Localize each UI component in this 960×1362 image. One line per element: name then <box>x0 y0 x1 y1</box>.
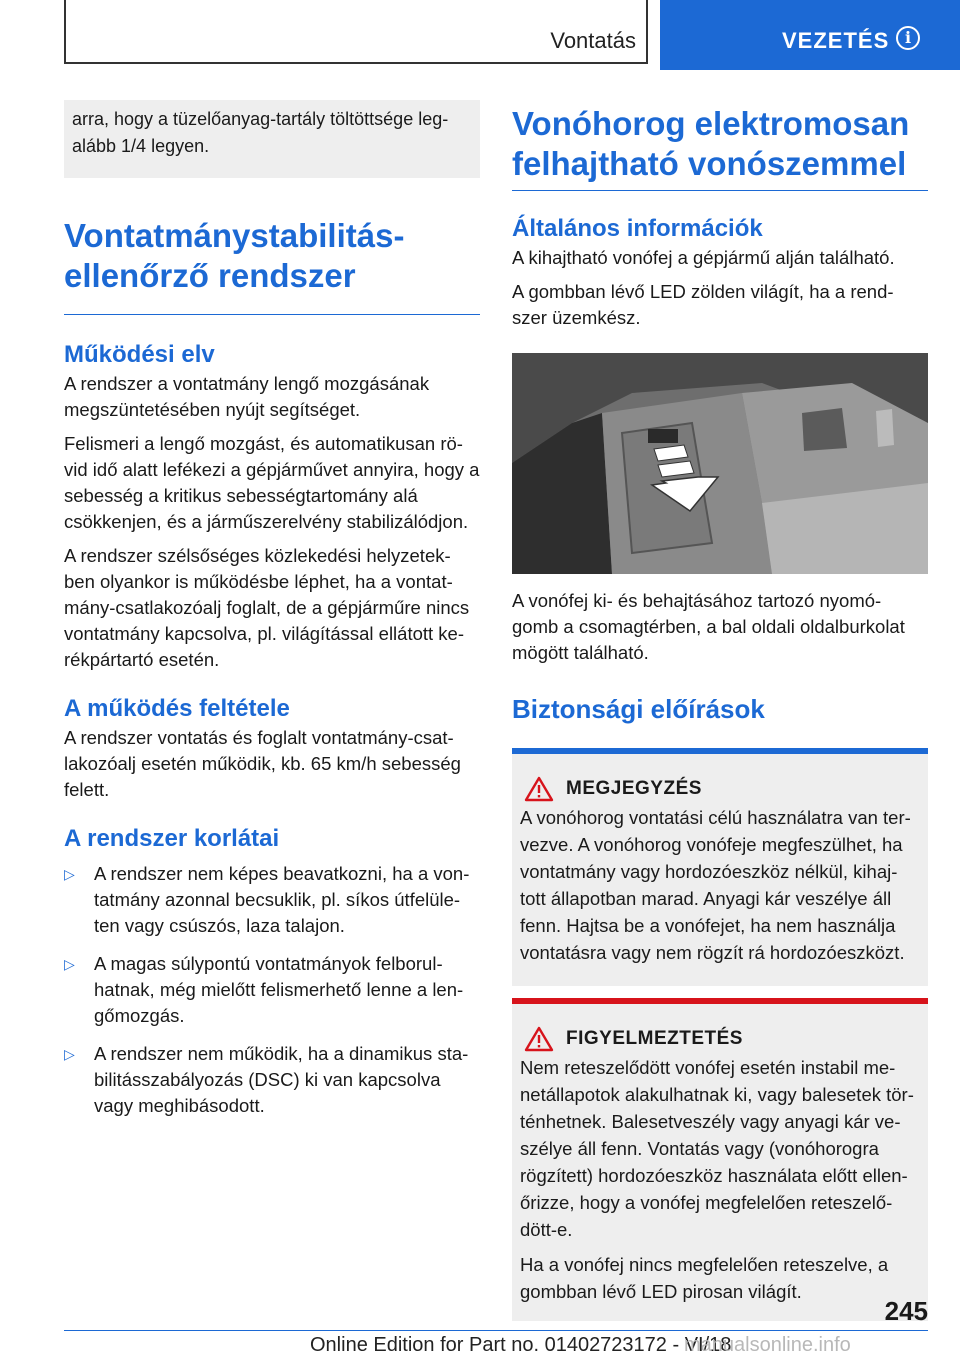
list-item <box>64 861 480 939</box>
paragraph: A vonófej ki- és behajtásához tartozó nyomó‐ gomb a csomagtérben, a bal oldali oldalburkolat mögött található. <box>512 590 905 663</box>
paragraph: Felismeri a lengő mozgást, és automatikusan rö‐ vid idő alatt lefékezi a gépjárművet annyira, hogy a sebesség a kritikus sebességtartomány alá csökkenjen, és a járműszerelvény stabilizálódjon. <box>64 433 480 532</box>
watermark: manualsonline.info <box>684 1334 851 1356</box>
warning-label: FIGYELMEZTETÉS <box>566 1028 743 1049</box>
warning-text: Ha a vonófej nincs megfelelően reteszelve, a gombban lévő LED pirosan világít. <box>520 1254 889 1302</box>
list-item <box>64 951 480 1029</box>
warning-text: Nem reteszelődött vonófej esetén instabil me‐ netállapotok alakulhatnak ki, vagy balesetek tör‐ ténhetnek. Balesetveszély vagy anyagi kár ve‐ szélye áll fenn. Vontatás vagy (vonóhorogra rögzített) hordozóeszköz használata előtt ellen‐ őrizze, hogy a vonófej megfelelően reteszelő‐ dött-e. <box>520 1057 914 1240</box>
left-column <box>64 100 480 1131</box>
paragraph: A rendszer vontatás és foglalt vontatmány-csat‐ lakozóalj esetén működik, kb. 65 km/h sebesség felett. <box>64 727 461 800</box>
subheading-general-info: Általános információk <box>512 215 763 242</box>
triangle-bullet-icon: ▷ <box>64 1046 75 1062</box>
paragraph: A gombban lévő LED zölden világít, ha a rend‐ szer üzemkész. <box>512 281 894 328</box>
notice-box <box>512 748 928 986</box>
subheading-system-limits: A rendszer korlátai <box>64 825 280 852</box>
notice-header <box>520 776 920 802</box>
header-title: Vontatás <box>550 28 636 53</box>
section-heading-tow-hitch: Vonóhorog elektromosan felhajtható vonószemmel <box>512 104 928 191</box>
right-column <box>512 100 928 1321</box>
paragraph: A rendszer szélsőséges közlekedési helyzetek‐ ben olyankor is működésbe léphet, ha a vontat‐ mány-csatlakozóalj foglalt, de a gépjárműre nincs vontatmány kapcsolva, pl. világítással ellátott ke‐ rékpártartó esetén. <box>64 545 470 670</box>
section-heading-trailer-stability: Vontatmánystabilitás- ellenőrző rendszer <box>64 216 480 315</box>
list-item-text: A rendszer nem működik, ha a dinamikus sta‐ bilitásszabályozás (DSC) ki van kapcsolva vagy meghibásodott. <box>94 1043 469 1116</box>
warning-header <box>520 1026 920 1052</box>
paragraph: A rendszer a vontatmány lengő mozgásának megszüntetésében nyújt segítséget. <box>64 373 430 420</box>
notice-label: MEGJEGYZÉS <box>566 778 702 799</box>
limits-list <box>64 861 480 1119</box>
footer-divider <box>64 1330 928 1331</box>
luggage-compartment-photo <box>512 353 928 574</box>
info-icon[interactable]: i <box>896 26 920 50</box>
list-item-text: A rendszer nem képes beavatkozni, ha a von‐ tatmány azonnal becsuklik, pl. síkos útfelüle‐ ten vagy csúszós, laza talajon. <box>94 863 470 936</box>
edition-text: Online Edition for Part no. 01402723172 - VI/18 <box>310 1334 732 1356</box>
section-label: VEZETÉS <box>782 28 890 53</box>
triangle-bullet-icon: ▷ <box>64 956 75 972</box>
continued-note <box>64 100 480 178</box>
subheading-operating-principle: Működési elv <box>64 341 215 368</box>
page-number: 245 <box>884 1296 928 1326</box>
triangle-bullet-icon: ▷ <box>64 866 75 882</box>
section-tab <box>660 0 960 70</box>
warning-box <box>512 998 928 1321</box>
notice-text: A vonóhorog vontatási célú használatra van ter‐ vezve. A vonóhorog vonófeje megfeszülhet, ha vontatmány vagy hordozóeszköz nélkül, kihaj‐ tott állapotban marad. Anyagi kár veszélye áll fenn. Hajtsa be a vonófejet, ha nem használja vontatásra vagy nem rögzít rá hordozóeszközt. <box>520 807 911 963</box>
subheading-safety: Biztonsági előírások <box>512 694 765 724</box>
warning-triangle-icon <box>524 1026 554 1052</box>
subheading-operating-condition: A működés feltétele <box>64 695 290 722</box>
paragraph: A kihajtható vonófej a gépjármű alján található. <box>512 247 895 268</box>
list-item-text: A magas súlypontú vontatmányok felborul‐ hatnak, még mielőtt felismerhető lenne a len‐ gőmozgás. <box>94 953 464 1026</box>
header-title-box <box>64 0 648 64</box>
list-item <box>64 1041 480 1119</box>
continued-note-text: arra, hogy a tüzelőanyag-tartály töltöttsége leg‐ alább 1/4 legyen. <box>72 109 449 156</box>
warning-triangle-icon <box>524 776 554 802</box>
